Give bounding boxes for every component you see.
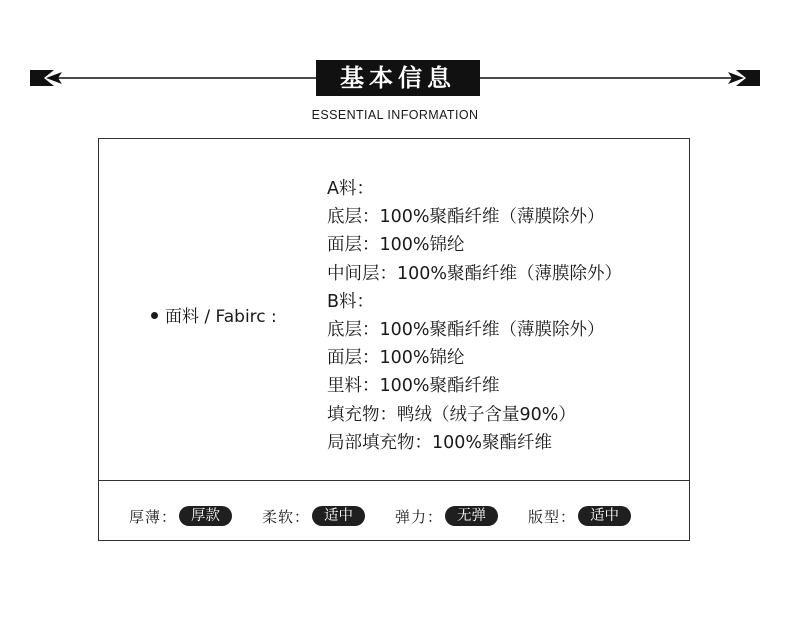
attribute-label: 版型： [528,507,577,526]
fabric-line: 填充物：鸭绒（绒子含量90%） [327,404,576,425]
attribute-label: 柔软： [262,507,311,526]
fabric-line: 面层：100%锦纶 [327,235,465,256]
attribute-value-badge: 无弹 [445,506,498,526]
fabric-composition-list [327,175,622,457]
attribute-fit [528,506,631,527]
fabric-line: 里料：100%聚酯纤维 [327,376,500,397]
fabric-line: B料： [327,291,375,312]
fabric-line: 中间层：100%聚酯纤维（薄膜除外） [327,263,623,284]
attribute-row [129,505,661,527]
attribute-value-badge: 适中 [312,506,365,526]
fabric-line: 底层：100%聚酯纤维（薄膜除外） [327,207,605,228]
fabric-label-text: 面料 / Fabirc : [165,307,277,327]
attribute-label: 厚薄： [129,507,178,526]
fabric-line: 局部填充物：100%聚酯纤维 [327,432,553,453]
panel-divider [99,480,689,481]
fabric-label [151,302,277,327]
fabric-line: 面层：100%锦纶 [327,348,465,369]
attribute-elasticity [395,506,498,527]
section-subtitle: ESSENTIAL INFORMATION [311,108,479,122]
attribute-value-badge: 厚款 [179,506,232,526]
fabric-line: A料： [327,179,374,199]
section-title: 基本信息 [316,60,480,96]
bullet-icon [151,312,158,319]
attribute-label: 弹力： [395,507,444,526]
attribute-softness [262,506,365,527]
fabric-line: 底层：100%聚酯纤维（薄膜除外） [327,319,605,340]
attribute-thickness [129,506,232,527]
info-panel [98,138,690,541]
attribute-value-badge: 适中 [578,506,631,526]
